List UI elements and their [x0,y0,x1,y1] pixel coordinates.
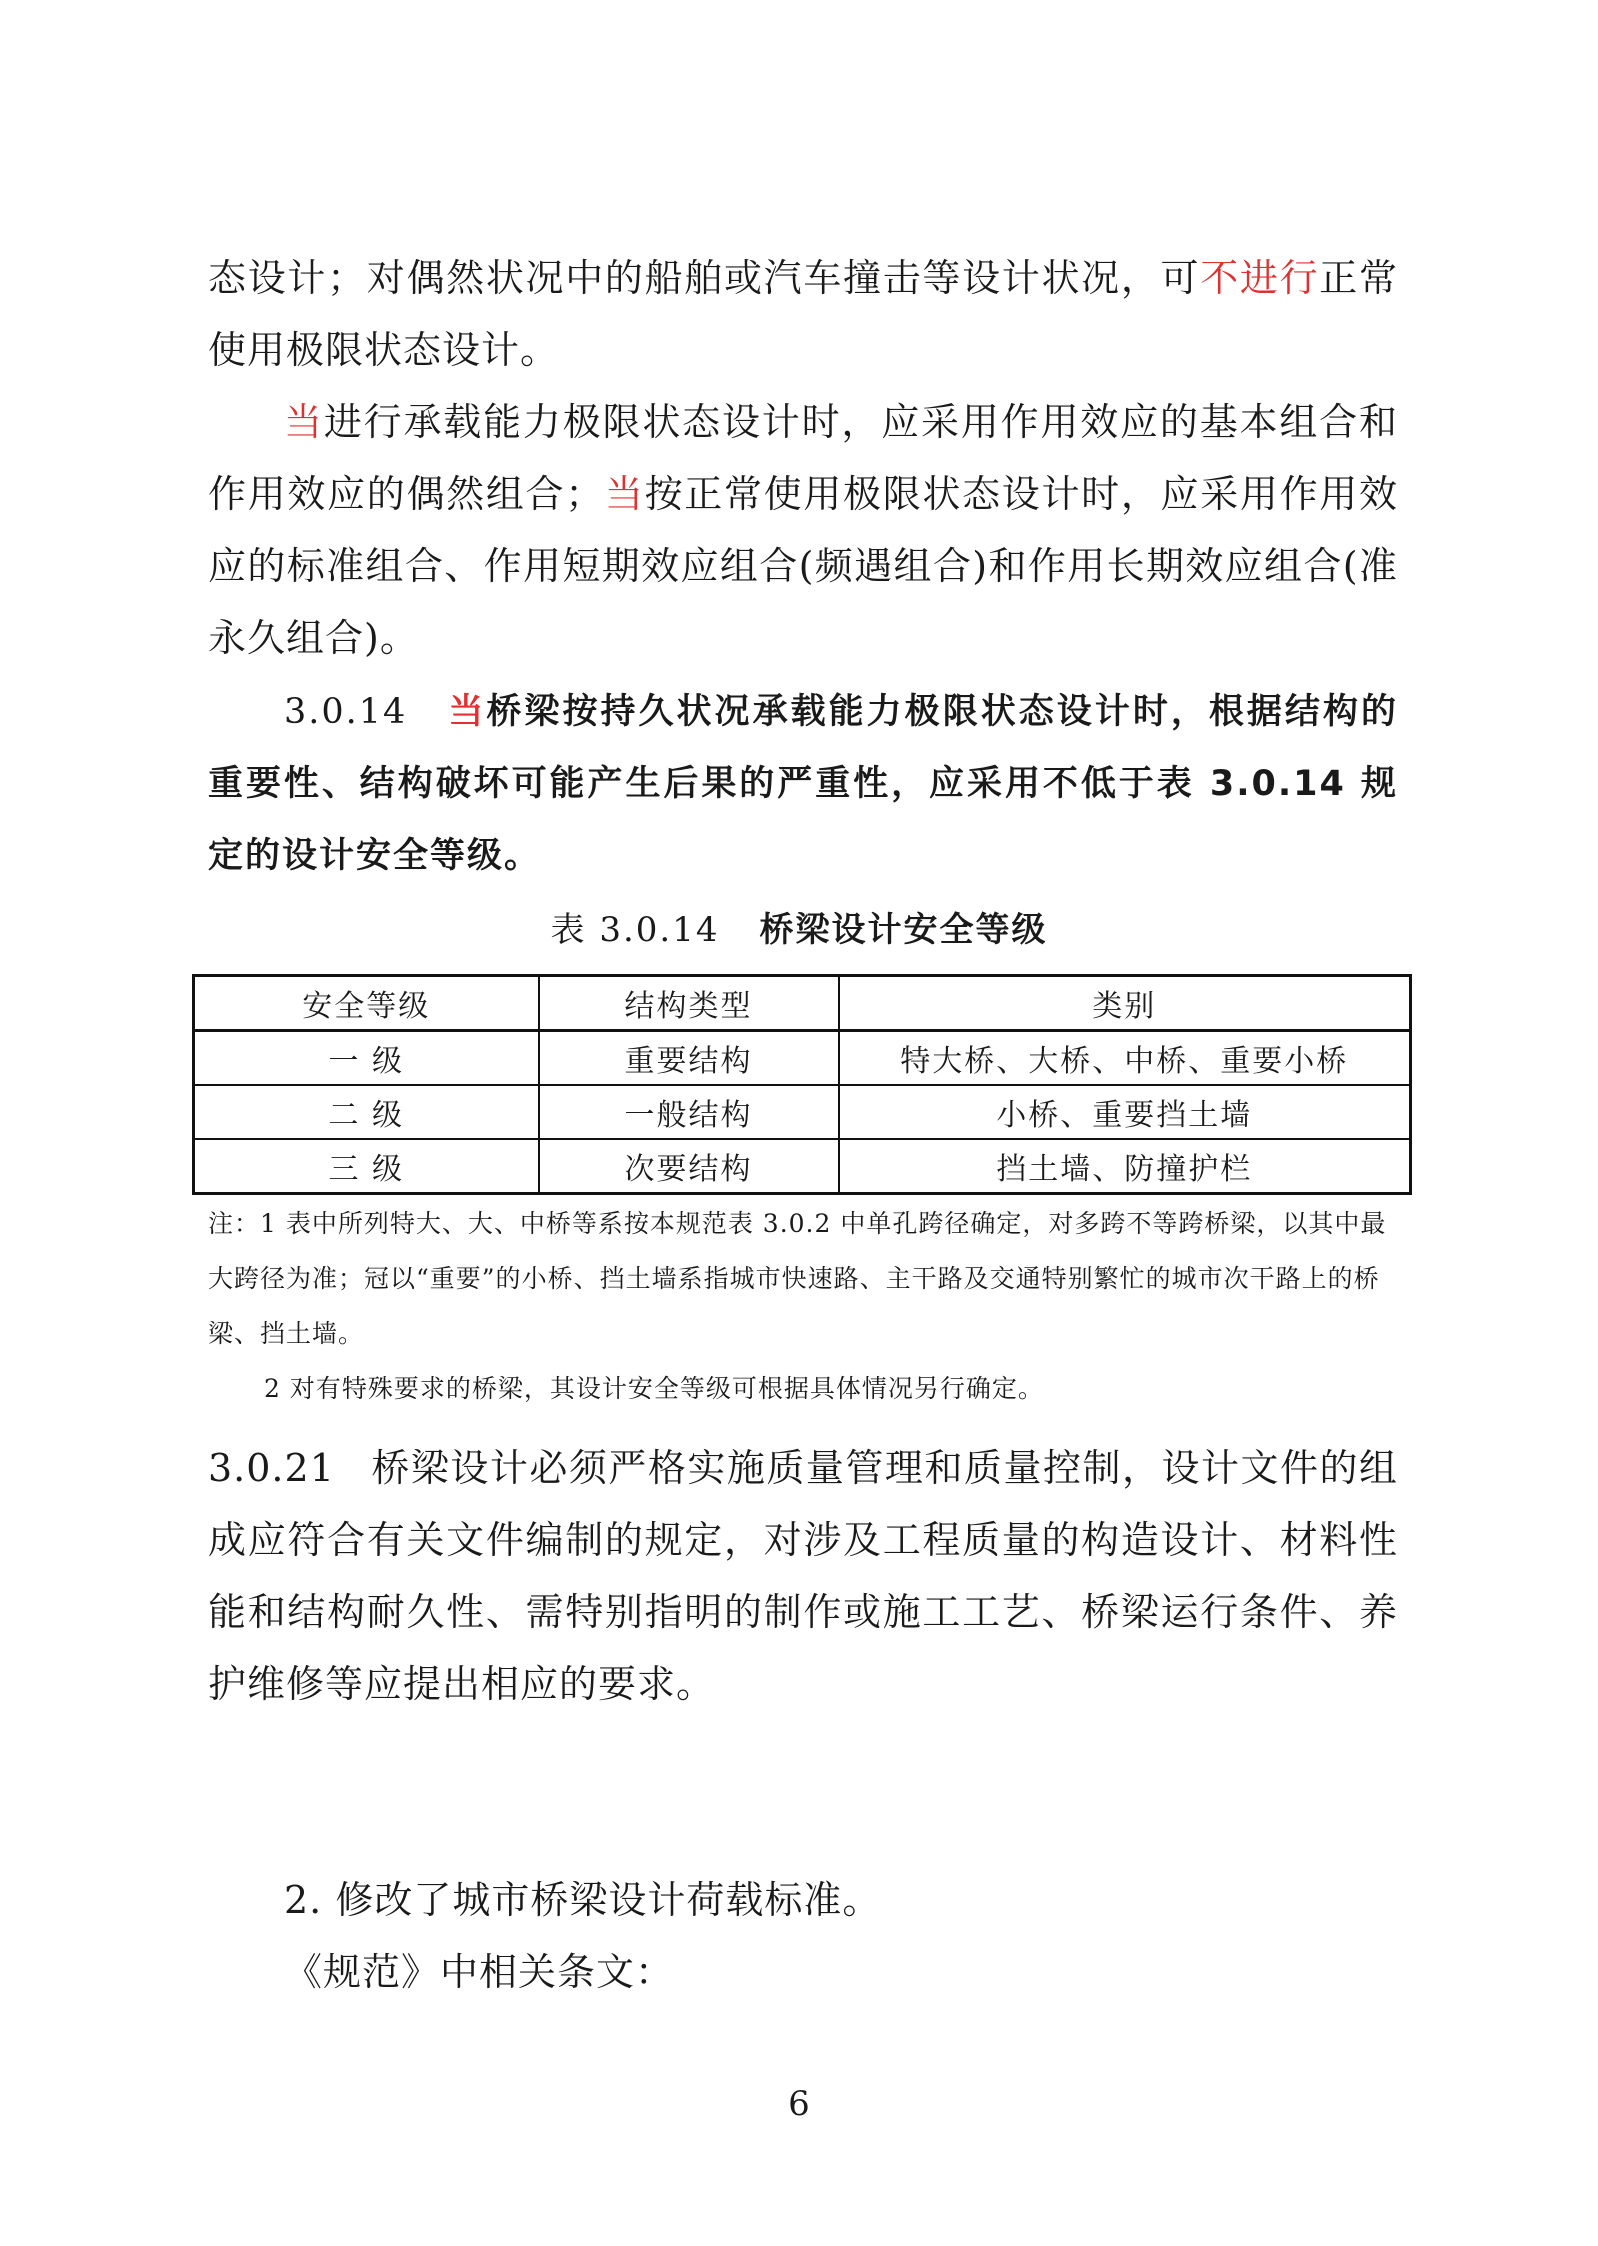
table-caption-title: 桥梁设计安全等级 [759,910,1048,950]
para2-highlight-1: 当 [284,400,324,444]
table-header-cell: 类别 [839,976,1411,1031]
table-caption [0,902,1598,951]
table-cell: 三 级 [194,1139,539,1194]
table-note-2: 2 对有特殊要求的桥梁，其设计安全等级可根据具体情况另行确定。 [264,1374,1044,1403]
clause-3-0-14-text: 桥梁按持久状况承载能力极限状态设计时，根据结构的重要性、结构破坏可能产生后果的严重性，应采用不低于表 3.0.14 规定的设计安全等级。 [208,692,1398,876]
clause-3-0-14 [208,676,1398,892]
table-row [194,1139,1411,1194]
para2-text-b: 按正常使用极限状态设计时，应采用作用效应的标准组合、作用短期效应组合(频遇组合)和作用长期效应组合(准永久组合)。 [208,472,1398,660]
table-note-1: 注：1 表中所列特大、大、中桥等系按本规范表 3.0.2 中单孔跨径确定，对多跨不等跨桥梁，以其中最大跨径为准；冠以“重要”的小桥、挡土墙系指城市快速路、主干路及交通特别繁忙的城市次干路上的桥梁、挡土墙。 [208,1209,1387,1348]
table-row [194,1085,1411,1139]
para1-highlight: 不进行 [1200,256,1320,300]
paragraph-2 [208,386,1398,674]
table-cell: 一般结构 [539,1085,839,1139]
item-2-subheading: 《规范》中相关条文： [284,1950,675,1994]
table-cell: 一 级 [194,1031,539,1086]
table-cell: 重要结构 [539,1031,839,1086]
paragraph-1 [208,242,1398,386]
clause-3-0-14-highlight: 当 [447,692,487,732]
table-header-cell: 安全等级 [194,976,539,1031]
item-2-heading: 2. 修改了城市桥梁设计荷载标准。 [284,1878,882,1922]
table-cell: 挡土墙、防撞护栏 [839,1139,1411,1194]
table-caption-number: 表 3.0.14 [550,910,720,950]
clause-3-0-21-number: 3.0.21 [208,1446,335,1490]
table-notes [208,1196,1398,1416]
para1-text-b: 正常使用极限状态设计。 [208,256,1398,372]
safety-grade-table [192,974,1412,1195]
table-cell: 小桥、重要挡土墙 [839,1085,1411,1139]
table-cell: 次要结构 [539,1139,839,1194]
table-cell: 特大桥、大桥、中桥、重要小桥 [839,1031,1411,1086]
clause-3-0-21-text: 桥梁设计必须严格实施质量管理和质量控制，设计文件的组成应符合有关文件编制的规定，对涉及工程质量的构造设计、材料性能和结构耐久性、需特别指明的制作或施工工艺、桥梁运行条件、养护维修等应提出相应的要求。 [208,1446,1398,1706]
clause-3-0-14-number: 3.0.14 [284,692,408,732]
page-number: 6 [788,2084,810,2124]
para2-highlight-2: 当 [604,472,645,516]
table-header-row [194,976,1411,1031]
table-cell: 二 级 [194,1085,539,1139]
para1-text-a: 态设计；对偶然状况中的船舶或汽车撞击等设计状况，可 [208,256,1201,300]
table-row [194,1031,1411,1086]
para2-text-a: 进行承载能力极限状态设计时，应采用作用效应的基本组合和作用效应的偶然组合； [208,400,1398,516]
clause-3-0-21 [208,1432,1398,1720]
table-header-cell: 结构类型 [539,976,839,1031]
